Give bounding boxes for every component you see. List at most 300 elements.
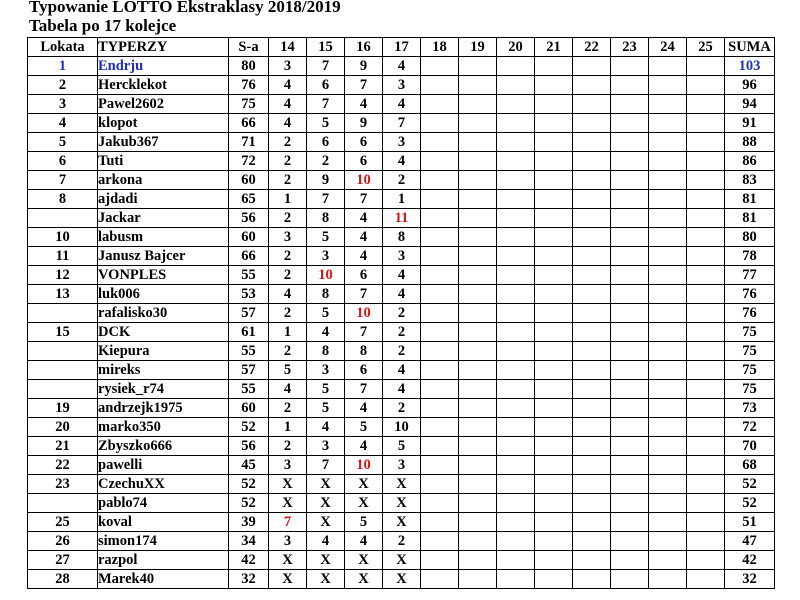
cell-lokata: 28 [28, 570, 98, 589]
header-suma: SUMA [725, 38, 775, 57]
table-row [28, 323, 775, 342]
cell-round-24 [649, 247, 687, 266]
cell-round-16: 6 [345, 152, 383, 171]
cell-round-16: X [345, 475, 383, 494]
cell-round-19 [459, 399, 497, 418]
cell-round-14: 1 [269, 323, 307, 342]
cell-round-25 [687, 152, 725, 171]
cell-suma: 96 [725, 76, 775, 95]
cell-round-25 [687, 247, 725, 266]
cell-round-19 [459, 152, 497, 171]
cell-round-20 [497, 551, 535, 570]
cell-round-15: X [307, 475, 345, 494]
header-round-20: 20 [497, 38, 535, 57]
cell-lokata: 2 [28, 76, 98, 95]
cell-round-16: X [345, 570, 383, 589]
cell-round-21 [535, 266, 573, 285]
cell-suma: 76 [725, 304, 775, 323]
cell-round-20 [497, 304, 535, 323]
cell-lokata: 1 [28, 57, 98, 76]
cell-round-15: 10 [307, 266, 345, 285]
cell-round-18 [421, 513, 459, 532]
cell-round-17: 4 [383, 95, 421, 114]
cell-round-25 [687, 285, 725, 304]
cell-typer-name: Endrju [98, 57, 229, 76]
cell-round-23 [611, 361, 649, 380]
table-row [28, 171, 775, 190]
cell-typer-name: Jackar [98, 209, 229, 228]
cell-round-21 [535, 171, 573, 190]
cell-sa: 66 [229, 247, 269, 266]
cell-round-25 [687, 266, 725, 285]
cell-suma: 70 [725, 437, 775, 456]
cell-round-20 [497, 171, 535, 190]
cell-round-16: 7 [345, 380, 383, 399]
cell-round-18 [421, 57, 459, 76]
cell-lokata [28, 304, 98, 323]
cell-round-14: 2 [269, 399, 307, 418]
cell-sa: 75 [229, 95, 269, 114]
cell-round-25 [687, 399, 725, 418]
cell-round-25 [687, 95, 725, 114]
cell-round-22 [573, 532, 611, 551]
cell-sa: 52 [229, 418, 269, 437]
header-sa: S-a [229, 38, 269, 57]
table-row [28, 361, 775, 380]
cell-round-20 [497, 513, 535, 532]
table-row [28, 228, 775, 247]
cell-round-24 [649, 342, 687, 361]
cell-typer-name: pawelli [98, 456, 229, 475]
cell-round-17: 3 [383, 76, 421, 95]
table-row [28, 570, 775, 589]
cell-round-15: 5 [307, 228, 345, 247]
cell-round-21 [535, 342, 573, 361]
cell-round-15: X [307, 570, 345, 589]
cell-round-21 [535, 228, 573, 247]
cell-round-21 [535, 380, 573, 399]
cell-round-16: 10 [345, 171, 383, 190]
cell-round-21 [535, 494, 573, 513]
cell-round-19 [459, 209, 497, 228]
cell-round-16: 5 [345, 513, 383, 532]
cell-round-23 [611, 171, 649, 190]
cell-round-19 [459, 171, 497, 190]
cell-round-20 [497, 152, 535, 171]
cell-round-14: 1 [269, 418, 307, 437]
table-row [28, 95, 775, 114]
cell-round-24 [649, 551, 687, 570]
cell-suma: 72 [725, 418, 775, 437]
cell-round-17: 1 [383, 190, 421, 209]
cell-round-16: 9 [345, 57, 383, 76]
cell-sa: 53 [229, 285, 269, 304]
cell-round-18 [421, 285, 459, 304]
cell-round-14: 3 [269, 456, 307, 475]
cell-suma: 94 [725, 95, 775, 114]
cell-round-18 [421, 380, 459, 399]
cell-round-18 [421, 342, 459, 361]
cell-round-23 [611, 456, 649, 475]
cell-round-19 [459, 114, 497, 133]
cell-round-14: 5 [269, 361, 307, 380]
cell-typer-name: Kiepura [98, 342, 229, 361]
page-title: Typowanie LOTTO Ekstraklasy 2018/2019 [29, 0, 341, 16]
standings-table [27, 37, 775, 589]
header-round-21: 21 [535, 38, 573, 57]
cell-sa: 57 [229, 361, 269, 380]
cell-round-22 [573, 475, 611, 494]
cell-lokata: 23 [28, 475, 98, 494]
table-row [28, 133, 775, 152]
cell-round-14: 2 [269, 342, 307, 361]
cell-round-20 [497, 342, 535, 361]
cell-round-22 [573, 342, 611, 361]
cell-round-25 [687, 418, 725, 437]
cell-sa: 80 [229, 57, 269, 76]
cell-round-16: 4 [345, 399, 383, 418]
cell-typer-name: klopot [98, 114, 229, 133]
cell-round-21 [535, 361, 573, 380]
cell-sa: 52 [229, 475, 269, 494]
cell-round-23 [611, 152, 649, 171]
cell-round-14: 2 [269, 266, 307, 285]
cell-round-16: 4 [345, 228, 383, 247]
cell-round-21 [535, 209, 573, 228]
cell-suma: 91 [725, 114, 775, 133]
cell-round-14: 2 [269, 152, 307, 171]
cell-round-24 [649, 190, 687, 209]
cell-round-16: 6 [345, 266, 383, 285]
cell-round-20 [497, 95, 535, 114]
cell-round-15: 5 [307, 114, 345, 133]
cell-round-23 [611, 266, 649, 285]
cell-suma: 103 [725, 57, 775, 76]
cell-round-14: 3 [269, 532, 307, 551]
cell-round-14: 2 [269, 437, 307, 456]
header-round-17: 17 [383, 38, 421, 57]
cell-round-18 [421, 152, 459, 171]
header-round-14: 14 [269, 38, 307, 57]
cell-round-22 [573, 152, 611, 171]
cell-round-18 [421, 247, 459, 266]
cell-sa: 56 [229, 209, 269, 228]
cell-round-20 [497, 494, 535, 513]
cell-round-14: 4 [269, 114, 307, 133]
cell-lokata: 12 [28, 266, 98, 285]
cell-round-24 [649, 361, 687, 380]
cell-round-19 [459, 513, 497, 532]
cell-round-18 [421, 456, 459, 475]
cell-lokata: 6 [28, 152, 98, 171]
cell-round-17: 2 [383, 399, 421, 418]
cell-round-25 [687, 133, 725, 152]
cell-lokata: 5 [28, 133, 98, 152]
cell-round-21 [535, 513, 573, 532]
cell-round-23 [611, 228, 649, 247]
cell-round-18 [421, 209, 459, 228]
cell-round-19 [459, 532, 497, 551]
cell-round-24 [649, 532, 687, 551]
cell-round-23 [611, 342, 649, 361]
cell-sa: 72 [229, 152, 269, 171]
cell-round-24 [649, 456, 687, 475]
cell-round-17: 10 [383, 418, 421, 437]
cell-round-16: 5 [345, 418, 383, 437]
table-row [28, 380, 775, 399]
header-round-23: 23 [611, 38, 649, 57]
cell-round-25 [687, 456, 725, 475]
cell-round-20 [497, 190, 535, 209]
cell-round-14: 4 [269, 380, 307, 399]
cell-sa: 65 [229, 190, 269, 209]
cell-round-23 [611, 494, 649, 513]
cell-round-25 [687, 304, 725, 323]
header-round-22: 22 [573, 38, 611, 57]
cell-round-17: X [383, 551, 421, 570]
cell-round-15: 5 [307, 304, 345, 323]
cell-lokata: 25 [28, 513, 98, 532]
cell-round-15: 7 [307, 95, 345, 114]
header-round-15: 15 [307, 38, 345, 57]
cell-lokata: 21 [28, 437, 98, 456]
cell-sa: 71 [229, 133, 269, 152]
table-row [28, 304, 775, 323]
cell-round-23 [611, 76, 649, 95]
cell-round-22 [573, 304, 611, 323]
cell-lokata: 3 [28, 95, 98, 114]
cell-round-23 [611, 304, 649, 323]
cell-round-21 [535, 133, 573, 152]
cell-round-19 [459, 76, 497, 95]
cell-round-24 [649, 304, 687, 323]
cell-round-16: 4 [345, 437, 383, 456]
cell-round-20 [497, 266, 535, 285]
cell-round-16: 7 [345, 285, 383, 304]
cell-suma: 78 [725, 247, 775, 266]
cell-round-14: 3 [269, 228, 307, 247]
cell-round-17: 5 [383, 437, 421, 456]
cell-typer-name: DCK [98, 323, 229, 342]
cell-round-21 [535, 247, 573, 266]
cell-round-21 [535, 475, 573, 494]
cell-round-14: 2 [269, 209, 307, 228]
cell-sa: 32 [229, 570, 269, 589]
cell-round-14: X [269, 494, 307, 513]
cell-lokata: 11 [28, 247, 98, 266]
cell-round-20 [497, 475, 535, 494]
cell-round-16: 7 [345, 76, 383, 95]
cell-round-20 [497, 247, 535, 266]
cell-suma: 86 [725, 152, 775, 171]
cell-round-23 [611, 513, 649, 532]
cell-round-24 [649, 171, 687, 190]
cell-typer-name: andrzejk1975 [98, 399, 229, 418]
cell-round-15: 3 [307, 247, 345, 266]
cell-round-23 [611, 285, 649, 304]
cell-sa: 60 [229, 171, 269, 190]
header-round-18: 18 [421, 38, 459, 57]
cell-round-19 [459, 361, 497, 380]
cell-round-22 [573, 209, 611, 228]
cell-suma: 51 [725, 513, 775, 532]
cell-round-15: 6 [307, 76, 345, 95]
cell-round-15: 2 [307, 152, 345, 171]
cell-round-24 [649, 494, 687, 513]
cell-round-17: 4 [383, 152, 421, 171]
cell-round-17: 4 [383, 57, 421, 76]
cell-round-22 [573, 76, 611, 95]
cell-round-19 [459, 570, 497, 589]
cell-sa: 76 [229, 76, 269, 95]
cell-round-17: 7 [383, 114, 421, 133]
table-row [28, 418, 775, 437]
cell-round-22 [573, 380, 611, 399]
cell-round-16: 10 [345, 304, 383, 323]
cell-sa: 55 [229, 380, 269, 399]
cell-round-25 [687, 190, 725, 209]
table-row [28, 57, 775, 76]
cell-round-15: 9 [307, 171, 345, 190]
cell-round-18 [421, 76, 459, 95]
cell-round-24 [649, 95, 687, 114]
cell-round-20 [497, 437, 535, 456]
cell-round-22 [573, 114, 611, 133]
cell-lokata: 8 [28, 190, 98, 209]
cell-round-16: 7 [345, 190, 383, 209]
cell-round-22 [573, 57, 611, 76]
cell-typer-name: Zbyszko666 [98, 437, 229, 456]
cell-typer-name: Janusz Bajcer [98, 247, 229, 266]
cell-round-24 [649, 133, 687, 152]
cell-round-20 [497, 399, 535, 418]
cell-round-23 [611, 190, 649, 209]
cell-round-21 [535, 456, 573, 475]
cell-round-25 [687, 570, 725, 589]
cell-round-23 [611, 475, 649, 494]
cell-suma: 68 [725, 456, 775, 475]
cell-round-23 [611, 57, 649, 76]
cell-round-21 [535, 285, 573, 304]
cell-sa: 45 [229, 456, 269, 475]
cell-typer-name: Tuti [98, 152, 229, 171]
cell-round-14: 1 [269, 190, 307, 209]
cell-round-23 [611, 570, 649, 589]
cell-round-19 [459, 285, 497, 304]
cell-round-21 [535, 323, 573, 342]
cell-lokata [28, 494, 98, 513]
cell-round-23 [611, 209, 649, 228]
cell-round-16: X [345, 551, 383, 570]
table-row [28, 342, 775, 361]
cell-round-22 [573, 551, 611, 570]
cell-round-25 [687, 532, 725, 551]
cell-suma: 88 [725, 133, 775, 152]
cell-round-17: 3 [383, 247, 421, 266]
cell-round-17: X [383, 475, 421, 494]
cell-round-17: 3 [383, 456, 421, 475]
cell-round-16: X [345, 494, 383, 513]
cell-round-18 [421, 494, 459, 513]
cell-round-25 [687, 228, 725, 247]
cell-round-23 [611, 114, 649, 133]
cell-round-24 [649, 380, 687, 399]
cell-round-14: 4 [269, 285, 307, 304]
cell-round-19 [459, 266, 497, 285]
cell-round-16: 6 [345, 133, 383, 152]
cell-round-18 [421, 532, 459, 551]
cell-sa: 39 [229, 513, 269, 532]
header-round-16: 16 [345, 38, 383, 57]
cell-round-24 [649, 570, 687, 589]
cell-lokata: 22 [28, 456, 98, 475]
cell-lokata: 19 [28, 399, 98, 418]
cell-suma: 32 [725, 570, 775, 589]
cell-round-21 [535, 152, 573, 171]
cell-typer-name: CzechuXX [98, 475, 229, 494]
cell-round-24 [649, 266, 687, 285]
cell-lokata [28, 342, 98, 361]
cell-round-18 [421, 361, 459, 380]
cell-round-15: 8 [307, 285, 345, 304]
cell-sa: 34 [229, 532, 269, 551]
cell-round-24 [649, 152, 687, 171]
cell-round-20 [497, 570, 535, 589]
cell-lokata: 26 [28, 532, 98, 551]
cell-round-21 [535, 418, 573, 437]
cell-round-22 [573, 418, 611, 437]
cell-lokata: 13 [28, 285, 98, 304]
cell-typer-name: simon174 [98, 532, 229, 551]
header-typerzy: TYPERZY [98, 38, 229, 57]
cell-round-18 [421, 190, 459, 209]
cell-lokata [28, 209, 98, 228]
cell-typer-name: Pawel2602 [98, 95, 229, 114]
cell-typer-name: arkona [98, 171, 229, 190]
cell-round-17: 11 [383, 209, 421, 228]
cell-lokata [28, 361, 98, 380]
cell-sa: 52 [229, 494, 269, 513]
cell-round-19 [459, 494, 497, 513]
table-row [28, 399, 775, 418]
cell-round-17: X [383, 494, 421, 513]
cell-round-15: 5 [307, 399, 345, 418]
cell-suma: 47 [725, 532, 775, 551]
cell-round-23 [611, 399, 649, 418]
cell-round-14: 7 [269, 513, 307, 532]
cell-round-17: 4 [383, 266, 421, 285]
cell-round-21 [535, 532, 573, 551]
cell-round-25 [687, 323, 725, 342]
cell-round-18 [421, 95, 459, 114]
cell-round-17: 4 [383, 380, 421, 399]
cell-round-24 [649, 399, 687, 418]
table-row [28, 247, 775, 266]
cell-round-20 [497, 133, 535, 152]
cell-round-17: X [383, 570, 421, 589]
cell-round-22 [573, 323, 611, 342]
cell-round-14: X [269, 570, 307, 589]
cell-round-24 [649, 228, 687, 247]
cell-suma: 42 [725, 551, 775, 570]
cell-round-14: 3 [269, 57, 307, 76]
cell-typer-name: Marek40 [98, 570, 229, 589]
cell-sa: 66 [229, 114, 269, 133]
header-round-25: 25 [687, 38, 725, 57]
cell-round-18 [421, 266, 459, 285]
cell-typer-name: VONPLES [98, 266, 229, 285]
cell-round-15: 4 [307, 418, 345, 437]
